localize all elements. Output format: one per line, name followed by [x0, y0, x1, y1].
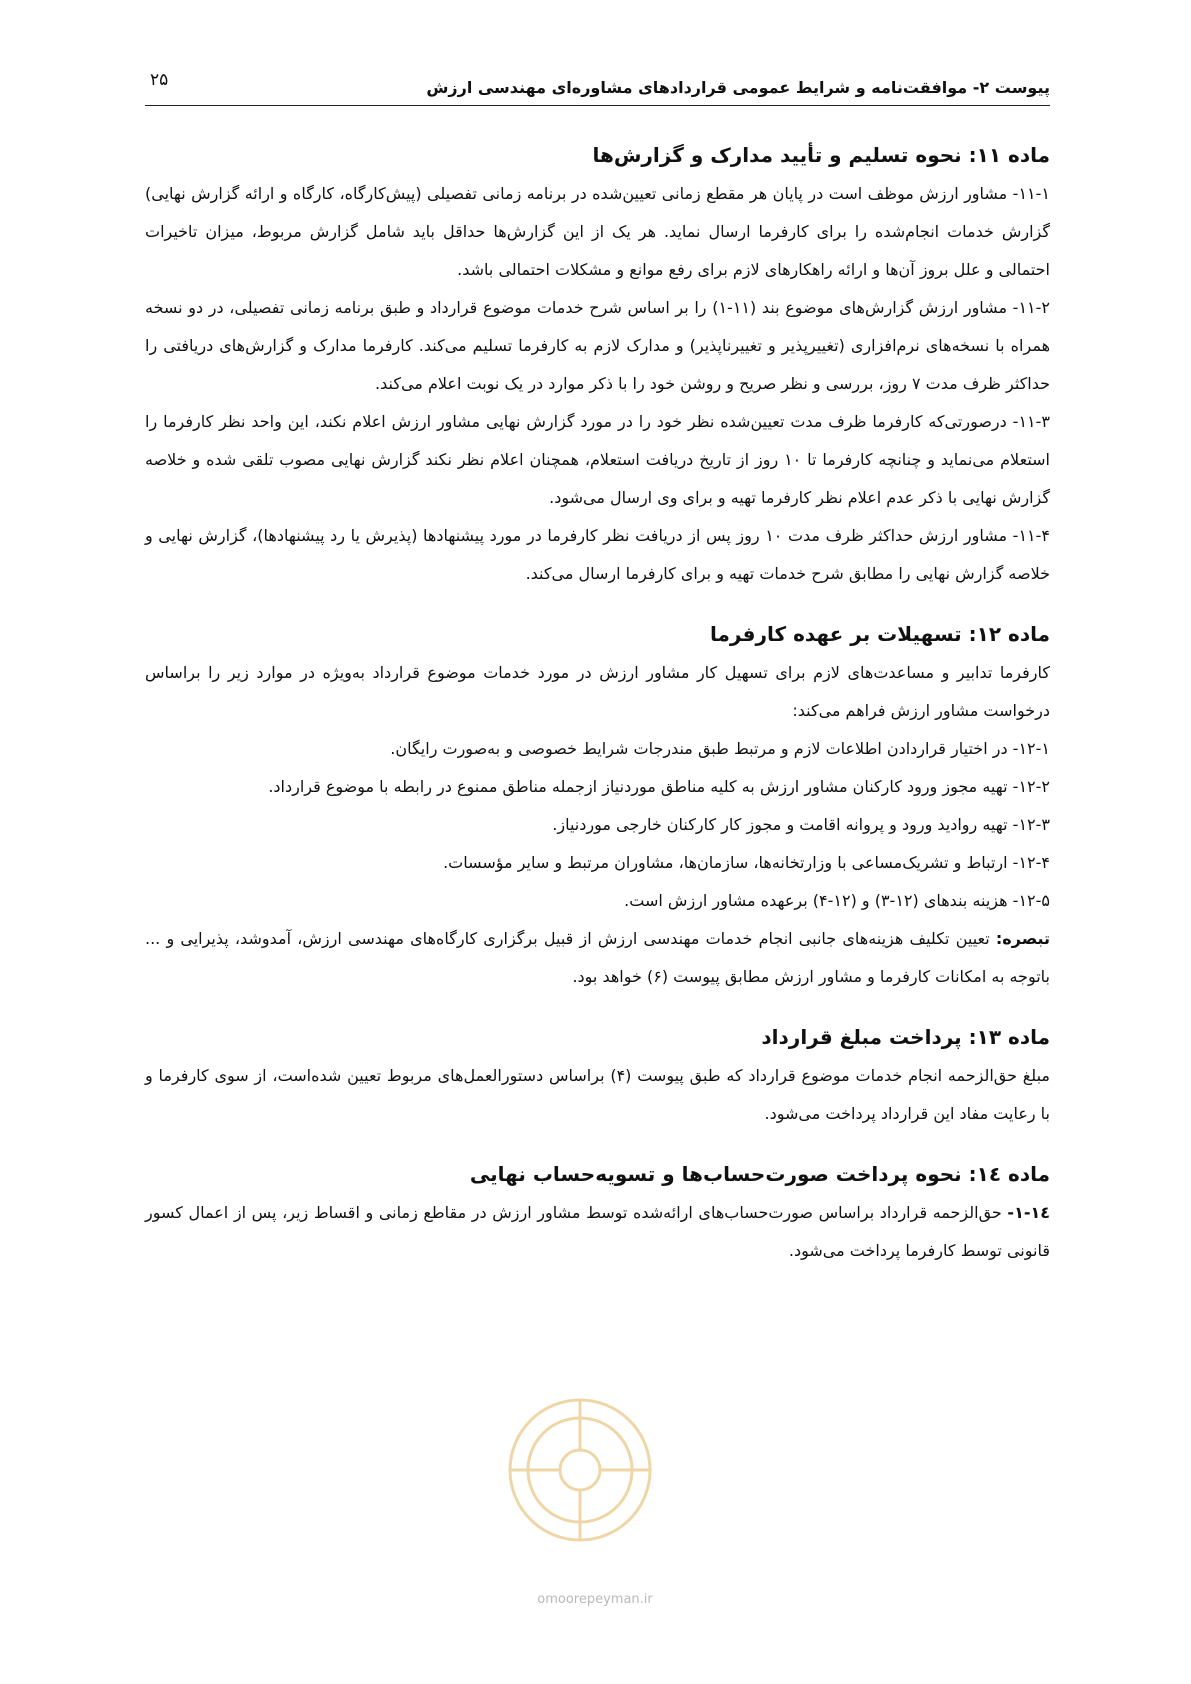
clause-12-2: ۱۲-۲- تهیه مجوز ورود کارکنان مشاور ارزش به کلیه مناطق موردنیاز ازجمله مناطق ممنوع در رابطه با موضوع قرارداد.	[268, 777, 1050, 796]
section-12-heading: ماده ۱۲: تسهیلات بر عهده کارفرما	[710, 622, 1050, 646]
note-label: تبصره:	[995, 929, 1050, 948]
watermark-seal-icon	[490, 1380, 670, 1560]
clause-14-1-label: ۱٤-۱-	[1007, 1203, 1050, 1222]
clause-12-3: ۱۲-۳- تهیه روادید ورود و پروانه اقامت و مجوز کار کارکنان خارجی موردنیاز.	[552, 815, 1050, 834]
clause-11-4: ۱۱-۴- مشاور ارزش حداکثر ظرف مدت ۱۰ روز پس از دریافت نظر کارفرما در مورد پیشنهادها (پذیرش یا رد پیشنهادها)، گزارش نهایی و خلاصه گزارش نهایی را مطابق شرح خدمات تهیه و برای کارفرما ارسال می‌کند.	[145, 526, 1051, 583]
clause-11-3: ۱۱-۳- درصورتی‌که کارفرما ظرف مدت تعیین‌شده نظر خود را در مورد گزارش نهایی مشاور ارزش اعلام نکند، این واحد نظر کارفرما را استعلام می‌نماید و چنانچه کارفرما تا ۱۰ روز از تاریخ دریافت استعلام، همچنان اعلام نظر نکند گزارش نهایی مصوب تلقی شده و خلاصه گزارش نهایی با ذکر عدم اعلام نظر کارفرما تهیه و برای وی ارسال می‌شود.	[145, 412, 1050, 507]
watermark-site: omoorepeyman.ir	[537, 1592, 653, 1607]
section-11-heading: ماده ۱۱: نحوه تسلیم و تأیید مدارک و گزارش‌ها	[592, 143, 1050, 167]
note-text: تعیین تکلیف هزینه‌های جانبی انجام خدمات مهندسی ارزش از قبیل برگزاری کارگاه‌های مهندسی ارزش، آمدوشد، پذیرایی و ... باتوجه به امکانات کارفرما و مشاور ارزش مطابق پیوست (۶) خواهد بود.	[145, 929, 1050, 986]
clause-12-5: ۱۲-۵- هزینه بندهای (۱۲-۳) و (۱۲-۴) برعهده مشاور ارزش است.	[624, 891, 1050, 910]
section-14-heading: ماده ۱٤: نحوه پرداخت صورت‌حساب‌ها و تسویه‌حساب نهایی	[469, 1162, 1050, 1186]
section-12-note	[145, 920, 1050, 996]
clause-11-1: ۱۱-۱- مشاور ارزش موظف است در پایان هر مقطع زمانی تعیین‌شده در برنامه زمانی تفصیلی (پیش‌کارگاه، کارگاه و ارائه گزارش نهایی) گزارش خدمات انجام‌شده را برای کارفرما ارسال نماید. هر یک از این گزارش‌ها حداقل باید شامل گزارش مربوط، میزان تاخیرات احتمالی و علل بروز آن‌ها و ارائه راهکارهای لازم برای رفع موانع و مشکلات احتمالی باشد.	[145, 184, 1050, 279]
section-12-intro: کارفرما تدابیر و مساعدت‌های لازم برای تسهیل کار مشاور ارزش در مورد خدمات موضوع قرارداد به‌ویژه در موارد زیر را براساس درخواست مشاور ارزش فراهم می‌کند:	[145, 663, 1050, 720]
clause-12-4: ۱۲-۴- ارتباط و تشریک‌مساعی با وزارتخانه‌ها، سازمان‌ها، مشاوران مرتبط و سایر مؤسسات.	[443, 853, 1050, 872]
page-header	[145, 60, 1050, 106]
section-13-heading: ماده ۱۳: پرداخت مبلغ قرارداد	[761, 1025, 1050, 1049]
clause-11-2: ۱۱-۲- مشاور ارزش گزارش‌های موضوع بند (۱۱-۱) را بر اساس شرح خدمات موضوع قرارداد و طبق برنامه زمانی تفصیلی، در دو نسخه همراه با نسخه‌های نرم‌افزاری (تغییرپذیر و تغییرناپذیر) و مدارک لازم به کارفرما تسلیم می‌کند. کارفرما مدارک و گزارش‌های دریافتی را حداکثر ظرف مدت ۷ روز، بررسی و نظر صریح و روشن خود را با ذکر موارد در یک نوبت اعلام می‌کند.	[145, 298, 1050, 393]
header-title: پیوست ۲- موافقت‌نامه و شرایط عمومی قراردادهای مشاوره‌ای مهندسی ارزش	[426, 78, 1050, 97]
page-content	[145, 140, 1050, 1270]
section-13-text: مبلغ حق‌الزحمه انجام خدمات موضوع قرارداد که طبق پیوست (۴) براساس دستورالعمل‌های مربوط تعیین شده‌است، از سوی کارفرما و با رعایت مفاد این قرارداد پرداخت می‌شود.	[145, 1066, 1050, 1123]
page-number: ۲۵	[150, 70, 169, 90]
clause-12-1: ۱۲-۱- در اختیار قراردادن اطلاعات لازم و مرتبط طبق مندرجات شرایط خصوصی و به‌صورت رایگان.	[390, 739, 1050, 758]
clause-14-1	[145, 1194, 1050, 1270]
clause-14-1-text: حق‌الزحمه قرارداد براساس صورت‌حساب‌های ارائه‌شده توسط مشاور ارزش در مقاطع زمانی و اقساط زیر، پس از اعمال کسور قانونی توسط کارفرما پرداخت می‌شود.	[145, 1203, 1050, 1260]
